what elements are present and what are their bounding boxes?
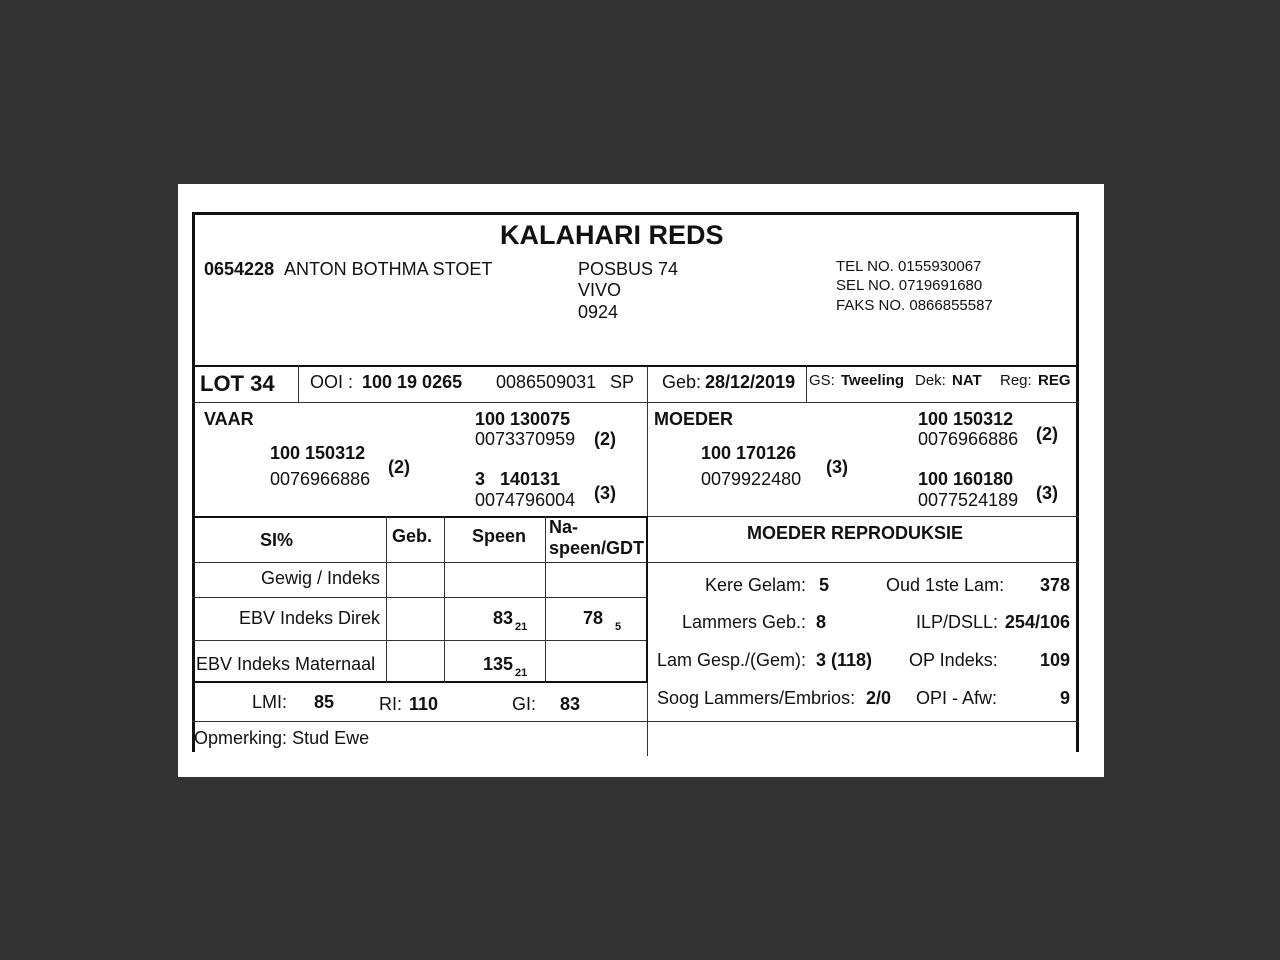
ebv-table-bottom-line (192, 681, 648, 683)
vaar-dam-number: 3 140131 (475, 469, 561, 489)
reproduction-title: MOEDER REPRODUKSIE (747, 523, 964, 543)
gi-value: 83 (560, 694, 581, 714)
vaar-sire-id: 0073370959 (475, 429, 576, 449)
dek-label: Dek: (915, 372, 946, 389)
vaar-number: 100 150312 (270, 443, 366, 463)
maternaal-speen-number: 135 (483, 654, 514, 674)
gi-label: GI: (512, 694, 537, 714)
opmerking-value: Stud Ewe (292, 728, 370, 748)
geb-divider-left (647, 366, 648, 403)
vaar-dam-grade: (3) (594, 483, 616, 503)
vaar-grade: (2) (388, 457, 410, 477)
ebv-col-line-3 (545, 516, 546, 682)
card-title: KALAHARI REDS (500, 220, 724, 250)
gs-label: GS: (809, 372, 835, 389)
op-indeks-label: OP Indeks: (909, 650, 998, 670)
direk-naspeen-number: 78 (583, 608, 604, 628)
ooi-label: OOI : (310, 372, 354, 392)
vaar-sire-number: 100 130075 (475, 409, 571, 429)
row-label-direk: EBV Indeks Direk (238, 608, 380, 628)
lot-row-top-line (192, 365, 1079, 367)
lmi-label: LMI: (252, 692, 288, 712)
opi-afw-value: 9 (1059, 688, 1070, 708)
vaar-id: 0076966886 (270, 469, 371, 489)
lammers-geb-label: Lammers Geb.: (681, 612, 806, 632)
moeder-dam-number: 100 160180 (918, 469, 1014, 489)
moeder-sire-number: 100 150312 (918, 409, 1014, 429)
tel-number: TEL NO. 0155930067 (836, 258, 982, 275)
lammers-geb-value: 8 (816, 612, 827, 632)
ri-value: 110 (409, 694, 439, 714)
dek-value: NAT (952, 372, 982, 389)
moeder-grade: (3) (826, 457, 848, 477)
soog-lammers-value: 2/0 (866, 688, 892, 708)
speen-header: Speen (472, 526, 527, 546)
ebv-row-line-1 (192, 597, 648, 598)
si-header: SI% (260, 530, 294, 550)
vaar-dam-id: 0074796004 (475, 490, 576, 510)
ooi-id: 0086509031 (496, 372, 597, 392)
moeder-sire-grade: (2) (1036, 424, 1058, 444)
direk-speen-number: 83 (493, 608, 514, 628)
ebv-row-line-2 (192, 640, 648, 641)
ebv-table-top-line (192, 516, 648, 518)
breeder-name: ANTON BOTHMA STOET (284, 259, 493, 279)
moeder-dam-grade: (3) (1036, 483, 1058, 503)
moeder-sire-id: 0076966886 (918, 429, 1019, 449)
ri-label: RI: (379, 694, 403, 714)
left-border (192, 212, 195, 752)
ooi-number: 100 19 0265 (362, 372, 463, 392)
address-line-2: VIVO (578, 280, 622, 300)
maternaal-speen-sub: 21 (515, 667, 528, 679)
opmerking-label: Opmerking: (194, 728, 288, 748)
lot-divider (298, 366, 299, 403)
indices-bottom-line (192, 721, 1079, 722)
ooi-sp: SP (610, 372, 635, 392)
vaar-label: VAAR (204, 409, 254, 429)
ebv-col-line-2 (444, 516, 445, 682)
address-line-1: POSBUS 74 (578, 259, 679, 279)
ilp-dsll-value: 254/106 (1004, 612, 1070, 632)
ebv-col-line-4 (646, 516, 648, 682)
geb-header: Geb. (392, 526, 433, 546)
direk-speen-sub: 21 (515, 621, 528, 633)
vaar-sire-grade: (2) (594, 429, 616, 449)
lot-row-bottom-line (192, 402, 1079, 403)
direk-speen-value (493, 609, 527, 633)
row-label-maternaal: EBV Indeks Maternaal (196, 654, 376, 674)
geb-label: Geb: (662, 372, 702, 392)
lmi-value: 85 (314, 692, 335, 712)
gs-value: Tweeling (841, 372, 905, 389)
moeder-id: 0079922480 (701, 469, 802, 489)
faks-number: FAKS NO. 0866855587 (836, 297, 993, 314)
opi-afw-label: OPI - Afw: (916, 688, 998, 708)
lam-gesp-label: Lam Gesp./(Gem): (656, 650, 806, 670)
soog-lammers-label: Soog Lammers/Embrios: (657, 688, 856, 708)
right-border (1076, 212, 1079, 752)
naspeen-header-line1: Na- (549, 517, 579, 537)
breeder-code: 0654228 (204, 259, 275, 279)
opmerking (194, 729, 369, 747)
direk-naspeen-value (583, 609, 621, 633)
address-line-3: 0924 (578, 302, 619, 322)
kere-gelam-value: 5 (819, 575, 830, 595)
ebv-header-line (192, 562, 1079, 563)
reg-label: Reg: (1000, 372, 1032, 389)
reg-value: REG (1038, 372, 1071, 389)
geb-date: 28/12/2019 (705, 372, 796, 392)
geb-divider-right (806, 366, 807, 403)
maternaal-speen-value (483, 655, 527, 679)
kere-gelam-label: Kere Gelam: (704, 575, 806, 595)
naspeen-header-line2: speen/GDT (549, 538, 645, 558)
ebv-col-line-1 (386, 516, 387, 682)
moeder-dam-id: 0077524189 (918, 490, 1019, 510)
oud-1ste-lam-value: 378 (1039, 575, 1070, 595)
lam-gesp-value: 3 (118) (816, 650, 873, 670)
sale-card-sheet (178, 184, 1104, 777)
row-label-gewig: Gewig / Indeks (260, 568, 380, 588)
right-section-top-line (648, 516, 1079, 517)
direk-naspeen-sub: 5 (615, 621, 622, 633)
oud-1ste-lam-label: Oud 1ste Lam: (886, 575, 1005, 595)
sel-number: SEL NO. 0719691680 (836, 277, 983, 294)
ilp-dsll-label: ILP/DSLL: (916, 612, 999, 632)
op-indeks-value: 109 (1039, 650, 1070, 670)
lot-label: LOT 34 (200, 371, 275, 396)
top-border (192, 212, 1079, 215)
moeder-number: 100 170126 (701, 443, 797, 463)
moeder-label: MOEDER (654, 409, 734, 429)
